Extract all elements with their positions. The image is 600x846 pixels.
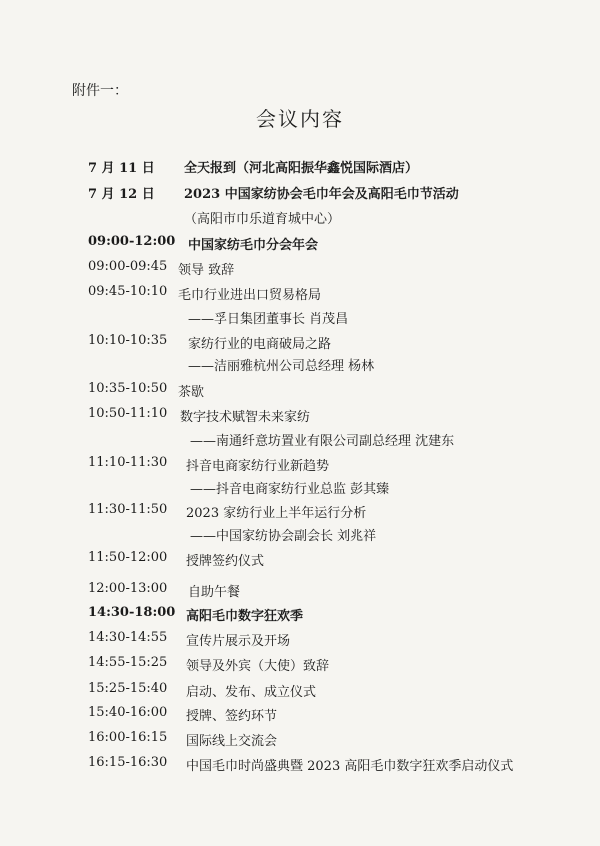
schedule-time: 12:00-13:00 <box>88 581 168 596</box>
schedule-desc: 2023 中国家纺协会毛巾年会及高阳毛巾节活动 <box>184 187 459 202</box>
schedule-time: 14:55-15:25 <box>88 655 168 670</box>
schedule-row <box>0 681 600 703</box>
schedule-desc: 毛巾行业进出口贸易格局 <box>178 288 322 303</box>
schedule-desc: 授牌、签约环节 <box>186 709 278 724</box>
schedule-row <box>0 406 600 428</box>
schedule-venue: （高阳市巾乐道育城中心） <box>184 212 341 227</box>
schedule-desc: 自助午餐 <box>188 585 241 600</box>
schedule-time: 11:10-11:30 <box>88 455 168 470</box>
schedule-time: 7 月 12 日 <box>88 187 155 202</box>
schedule-desc: 全天报到（河北高阳振华鑫悦国际酒店） <box>184 161 419 176</box>
schedule-time: 14:30-14:55 <box>88 630 168 645</box>
schedule-row <box>0 183 600 205</box>
schedule-row <box>0 755 600 777</box>
schedule-desc: 2023 家纺行业上半年运行分析 <box>186 506 367 521</box>
schedule-row <box>0 550 600 572</box>
schedule-time: 10:10-10:35 <box>88 333 168 348</box>
schedule-time: 14:30-18:00 <box>88 605 176 620</box>
schedule-row <box>0 730 600 752</box>
schedule-time: 15:25-15:40 <box>88 681 168 696</box>
schedule-row <box>0 333 600 355</box>
schedule-time: 15:40-16:00 <box>88 705 168 720</box>
schedule-desc: 宣传片展示及开场 <box>186 634 291 649</box>
schedule-time: 16:00-16:15 <box>88 730 168 745</box>
schedule-row <box>0 630 600 652</box>
schedule-speaker: ——抖音电商家纺行业总监 彭其臻 <box>190 482 390 497</box>
schedule-speaker: ——南通纤意坊置业有限公司副总经理 沈建东 <box>190 434 455 449</box>
schedule-time: 7 月 11 日 <box>88 161 155 176</box>
schedule-row <box>0 455 600 477</box>
page-title: 会议内容 <box>256 107 344 131</box>
schedule-desc: 国际线上交流会 <box>186 734 278 749</box>
schedule-speaker: ——中国家纺协会副会长 刘兆祥 <box>190 529 377 544</box>
schedule-desc: 数字技术赋智未来家纺 <box>180 410 311 425</box>
schedule-row <box>0 234 600 256</box>
schedule-row <box>0 705 600 727</box>
schedule-time: 11:50-12:00 <box>88 550 168 565</box>
schedule-desc: 家纺行业的电商破局之路 <box>188 337 332 352</box>
schedule-desc: 中国毛巾时尚盛典暨 2023 高阳毛巾数字狂欢季启动仪式 <box>186 759 514 774</box>
schedule-row <box>0 284 600 306</box>
schedule-desc: 领导及外宾（大使）致辞 <box>186 659 330 674</box>
schedule-row <box>0 381 600 403</box>
schedule-desc: 启动、发布、成立仪式 <box>186 685 317 700</box>
schedule-desc: 高阳毛巾数字狂欢季 <box>186 609 304 624</box>
schedule-row <box>0 605 600 627</box>
attachment-label: 附件一： <box>72 83 128 99</box>
schedule-time: 09:00-12:00 <box>88 234 176 249</box>
schedule-time: 09:45-10:10 <box>88 284 168 299</box>
schedule-desc: 领导 致辞 <box>178 263 235 278</box>
schedule-desc: 茶歇 <box>178 385 205 400</box>
schedule-row <box>0 502 600 524</box>
schedule-time: 10:35-10:50 <box>88 381 168 396</box>
schedule-speaker: ——洁丽雅杭州公司总经理 杨林 <box>188 359 375 374</box>
schedule-desc: 授牌签约仪式 <box>186 554 265 569</box>
schedule-row <box>0 157 600 179</box>
schedule-time: 11:30-11:50 <box>88 502 168 517</box>
schedule-time: 10:50-11:10 <box>88 406 168 421</box>
schedule-row <box>0 581 600 603</box>
schedule-time: 09:00-09:45 <box>88 259 168 274</box>
schedule-row <box>0 259 600 281</box>
schedule-time: 16:15-16:30 <box>88 755 168 770</box>
schedule-speaker: ——孚日集团董事长 肖茂昌 <box>188 312 349 327</box>
schedule-row <box>0 655 600 677</box>
schedule-desc: 抖音电商家纺行业新趋势 <box>186 459 330 474</box>
schedule-desc: 中国家纺毛巾分会年会 <box>188 238 319 253</box>
